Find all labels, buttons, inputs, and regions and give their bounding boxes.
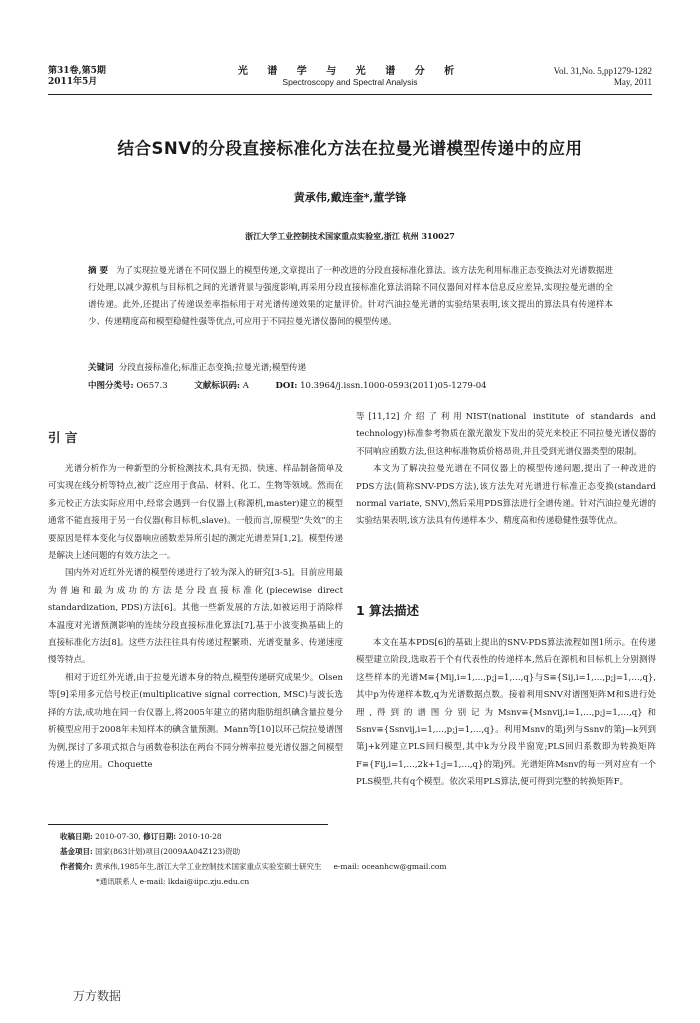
keywords [88, 361, 306, 373]
footnote-bio: 作者简介: 黄承伟,1985年生,浙江大学工业控制技术国家重点实验室硕士研究生 e-mail: oceanhcw@gmail.com [60, 862, 447, 871]
journal-name-cn: 光 谱 学 与 光 谱 分 析 [237, 66, 463, 77]
section-heading-algorithm: 1 算法描述 [356, 603, 420, 618]
abstract-text: 为了实现拉曼光谱在不同仪器上的模型传递,文章提出了一种改进的分段直接标准化算法。该方法先利用标准正态变换法对光谱数据进行处理,以减少源机与目标机之间的光谱背景与强度影响,再采用分段直接标准化算法消除不同仪器间对样本信息反应差异,实现拉曼光谱的全谱传递。此外,还提出了传递误差率指标用于对光谱传递效果的定量评价。针对汽油拉曼光谱的实验结果表明,该文提出的算法具有传递样本少、传递精度高和模型稳健性强等优点,可应用于不同拉曼光谱仪器间的模型传递。 [88, 266, 613, 327]
journal-name-en: Spectroscopy and Spectral Analysis [282, 77, 418, 87]
footnote-corresponding: *通讯联系人 e-mail: lkdai@iipc.zju.edu.cn [96, 877, 250, 886]
right-column-top [356, 409, 656, 531]
left-column [48, 461, 343, 774]
header-date-cn: 2011年5月 [48, 77, 98, 87]
doi: DOI: 10.3964/j.issn.1000-0593(2011)05-1279-04 [275, 381, 487, 391]
header-date-en: May, 2011 [613, 77, 652, 87]
paper-affiliation: 浙江大学工业控制技术国家重点实验室,浙江 杭州 310027 [245, 231, 455, 241]
paragraph: 等[11,12]介绍了利用NIST(national institute of standards and technology)标准参考物质在激光激发下发出的荧光来校正不同拉曼光谱仪器的不同响应函数方法,但这种标准物质价格昂贵,并且受到光谱仪器类型的限制。 [356, 412, 656, 457]
paragraph: 相对于近红外光谱,由于拉曼光谱本身的特点,模型传递研究成果少。Olsen等[9]采用多元信号校正(multiplicative signal correction, MSC)与波长选择的方法,成功地在同一台仪器上,将2005年建立的猪肉脂肪组织碘含量拉曼分析模型应用于2008年未知样本的碘含量预测。Mann等[10]以环己烷拉曼谱图为例,探讨了多项式拟合与函数卷积法在两台不同分辨率拉曼光谱仪器之间模型传递上的应用。Choquette [48, 672, 343, 770]
section-heading-intro: 引 言 [48, 430, 78, 445]
paragraph: 国内外对近红外光谱的模型传递进行了较为深入的研究[3-5]。目前应用最为普遍和最为成功的方法是分段直接标准化(piecewise direct standardization, PDS)方法[6]。其他一些新发展的方法,如被运用于消除样本温度对光谱预测影响的连续分段直接标准化算法[7],基于小波变换基础上的直接标准化方法[8]。这些方法往往具有传递过程繁琐、光谱变量多、传递速度慢等特点。 [48, 568, 343, 666]
right-column-bottom [356, 635, 656, 792]
paper-authors: 黄承伟,戴连奎*,董学锋 [293, 191, 407, 204]
watermark: 万方数据 [73, 989, 122, 1003]
paragraph: 光谱分析作为一种新型的分析检测技术,具有无损、快速、样品制备简单及可实现在线分析等特点,被广泛应用于食品、材料、化工、生物等领域。然而在多元校正方法实际应用中,经常会遇到一台仪器上(称源机,master)建立的模型通常不能直接用于另一台仪器(称目标机,slave)。一般而言,原模型“失效”的主要原因是样本变化与仪器响应函数差异所引起的测定光谱差异[1,2]。模型传递是解决上述问题的有效方法之一。 [48, 464, 343, 562]
keywords-text: 分段直接标准化;标准正态变换;拉曼光谱;模型传递 [118, 363, 307, 373]
paper-title: 结合SNV的分段直接标准化方法在拉曼光谱模型传递中的应用 [117, 139, 583, 158]
author-email[interactable]: e-mail: oceanhcw@gmail.com [333, 862, 447, 871]
header-pages: Vol. 31,No. 5,pp1279-1282 [553, 66, 652, 76]
footnote-dates: 收稿日期: 2010-07-30, 修订日期: 2010-10-28 [60, 832, 222, 841]
clc-code: 中图分类号: O657.3 [88, 381, 168, 391]
footnote-divider [48, 824, 328, 825]
paragraph: 本文为了解决拉曼光谱在不同仪器上的模型传递问题,提出了一种改进的PDS方法(简称SNV-PDS方法),该方法先对光谱进行标准正态变换(standard normal variate, SNV),然后采用PDS算法进行全谱传递。针对汽油拉曼光谱的实验结果表明,该方法具有传递样本少、精度高和传递稳健性强等优点。 [356, 464, 656, 527]
abstract-label: 摘 要 [88, 266, 109, 276]
abstract [88, 263, 613, 331]
keywords-label: 关键词 [88, 363, 114, 373]
paragraph: 本文在基本PDS[6]的基础上提出的SNV-PDS算法流程如图1所示。在传递模型建立阶段,选取若干个有代表性的传递样本,然后在源机和目标机上分别测得这些样本的光谱M≡{Mij,i=1,…,p;j=1,…,q}与S≡{Sij,i=1,…,p;j=1,…,q},其中p为传递样本数,q为光谱数据点数。接着利用SNV对谱图矩阵M和S进行处理,得到的谱图分别记为Msnv≡{Msnvij,i=1,…,p;j=1,…,q}和Ssnv≡{Ssnvij,i=1,…,p;j=1,…,q}。利用Msnv的第j列与Ssnv的第j—k列到第j+k列建立PLS回归模型,其中k为分段半窗宽;PLS回归系数即为转换矩阵F≡{Fij,i=1,…,2k+1;j=1,…,q}的第j列。光谱矩阵Msnv的每一列对应有一个PLS模型,共有q个模型。依次采用PLS算法,便可得到完整的转换矩阵F。 [356, 638, 656, 788]
classification-line [88, 379, 613, 391]
footnotes [60, 829, 660, 889]
header-divider [48, 94, 652, 95]
footnote-fund: 基金项目: 国家(863计划)项目(2009AA04Z123)资助 [60, 847, 241, 856]
document-code: 文献标识码: A [194, 381, 249, 391]
header-citation [554, 66, 652, 88]
header-volume: 第31卷,第5期 [48, 66, 106, 76]
